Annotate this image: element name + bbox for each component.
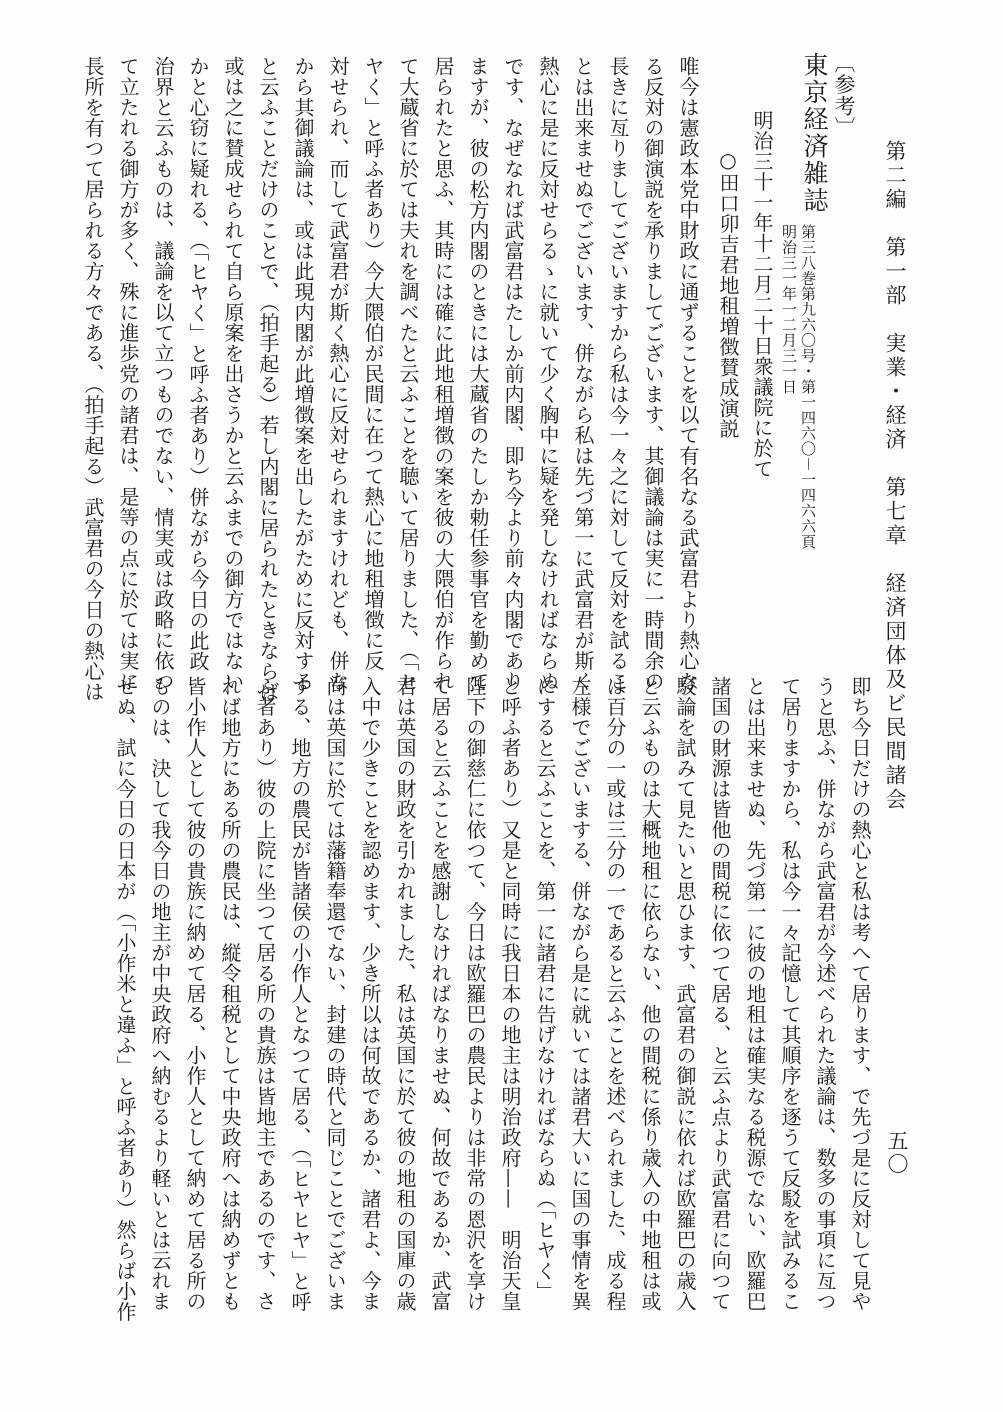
session-date: 明治三十一年十二月二十日衆議院に於て <box>750 110 774 479</box>
upper-text-column: ヤく」と呼ふ者あり）今大隈伯が民間に在つて熱心に地租増徴に反 <box>361 56 385 671</box>
upper-text-column: 熱心に是に反対せらるゝに就いて少く胸中に疑を発しなければならぬ <box>536 56 560 692</box>
lower-text-column: 陛下の御慈仁に依つて、今日は欧羅巴の農民よりは非常の恩沢を享け <box>463 676 487 1312</box>
page-number: 五〇 <box>885 1130 909 1176</box>
volume-info: 第三八巻第九六〇号・第一四六〇－一四六六頁 <box>799 224 817 550</box>
lower-text-column: れば地方にある所の農民は、縦令租税として中央政府へは納めずとも <box>218 676 242 1312</box>
upper-text-column: かと心窃に疑れる、（「ヒヤく」と呼ふ者あり）併ながら今日の此政 <box>186 56 210 672</box>
lower-text-column: する、地方の農民が皆諸侯の小作人となつて居る、（「ヒヤヒヤ」と呼 <box>288 676 312 1312</box>
upper-text-column: から其御議論は、或は此現内閣が此増徴案を出したがために反対する <box>291 56 315 692</box>
speech-title: ○田口卯吉君地租増徴賛成演説 <box>716 148 740 439</box>
lower-text-column: 即ち今日だけの熱心と私は考へて居ります、で先づ是に反対して見や <box>848 676 872 1312</box>
lower-text-column: 駁論を試みて見たいと思ひます、武富君の御説に依れば欧羅巴の歳入 <box>673 676 697 1312</box>
publication-date: 明治三一年一二月三一日 <box>780 224 798 395</box>
upper-text-column: とは出来ませぬでございます、併ながら私は先づ第一に武富君が斯く <box>571 56 595 692</box>
lower-text-column: にすると云ふことを、第一に諸君に告げなければならぬ（「ヒヤく」 <box>533 676 557 1302</box>
upper-text-column: 長所を有つて居られる方々である、（拍手起る）武富君の今日の熱心は <box>81 56 105 702</box>
lower-text-column: 諸国の財源は皆他の間税に依つて居る、と云ふ点より武富君に向つて <box>708 676 732 1312</box>
upper-text-column: 対せられ、而して武富君が斯く熱心に反対せられますけれども、併な <box>326 56 350 692</box>
upper-text-column: 治界と云ふものは、議論を以て立つものでない、情実或は政略に依つ <box>151 56 175 692</box>
upper-text-column: と云ふことだけのことで、（拍手起る）若し内閣に居られたときならば <box>256 56 280 702</box>
upper-text-column: 居られたと思ふ、其時には確に此地租増徴の案を彼の大隈伯が作られ <box>431 56 455 692</box>
upper-text-column: 長きに亙りましてございますから私は今一々之に対して反対を試るこ <box>606 56 630 692</box>
lower-text-column: て居ると云ふことを感謝しなければなりませぬ、何故であるか、武富 <box>428 676 452 1312</box>
lower-text-column: せぬ、試に今日の日本が（「小作米と違ふ」と呼ふ者あり）然らば小作 <box>113 676 137 1322</box>
lower-text-column: 君は英国の財政を引かれました、私は英国に於て彼の地租の国庫の歳 <box>393 676 417 1312</box>
lower-text-column: 尚は英国に於ては藩籍奉還でない、封建の時代と同じことでございま <box>323 676 347 1312</box>
reference-label: 〔参考〕 <box>832 52 856 138</box>
upper-text-column: です、なぜなれば武富君はたしか前内閣、即ち今より前々内閣であり <box>501 56 525 692</box>
upper-text-column: る反対の御演説を承りましてございます、其御議論は実に一時間余の <box>641 56 665 692</box>
upper-text-column: て大蔵省に於ては夫れを調べたと云ふことを聴いて居りました、（「ヒ <box>396 56 420 692</box>
lower-text-column: とは出来ませぬ、先づ第一に彼の地租は確実なる税源でない、欧羅巴 <box>743 676 767 1312</box>
lower-text-column: ふ者あり）彼の上院に坐つて居る所の貴族は皆地主であるのです、さ <box>253 676 277 1312</box>
source-title: 東京経済雑誌 <box>800 52 829 214</box>
upper-text-column: て立たれる御方が多く、殊に進歩党の諸君は、是等の点に於ては実に <box>116 56 140 692</box>
lower-text-column: と云ふものは大概地租に依らない、他の間税に係り歳入の中地租は或 <box>638 676 662 1312</box>
lower-text-column: 皆小作人として彼の貴族に納めて居る、小作人として納めて居る所の <box>183 676 207 1312</box>
upper-text-column: 或は之に賛成せられて自ら原案を出さうかと云ふまでの御方ではない <box>221 56 245 692</box>
upper-text-column: ますが、彼の松方内閣のときには大蔵省のたしか勅任参事官を勤めて <box>466 56 490 692</box>
lower-text-column: うと思ふ、併ながら武富君が今述べられた議論は、数多の事項に亙つ <box>813 676 837 1312</box>
lower-text-column: 入中で少きことを認めます、少き所以は何故であるか、諸君よ、今ま <box>358 676 382 1312</box>
lower-text-column: て居りますから、私は今一々記憶して其順序を逐うて反駁を試みるこ <box>778 676 802 1312</box>
upper-text-column: 唯今は憲政本党中財政に通ずることを以て有名なる武富君より熱心な <box>676 56 700 692</box>
lower-text-column: 左様でございまする、併ながら是に就いては諸君大いに国の事情を異 <box>568 676 592 1312</box>
running-header: 第二編 第一部 実業・経済 第七章 経済団体及ビ民間諸会 <box>883 140 907 812</box>
lower-text-column: ものは、決して我今日の地主が中央政府へ納むるより軽いとは云れま <box>148 676 172 1312</box>
lower-text-column: と呼ふ者あり）又是と同時に我日本の地主は明治政府—— 明治天皇 <box>498 676 522 1312</box>
lower-text-column: は百分の一或は三分の一であると云ふことを述べられました、成る程 <box>603 676 627 1312</box>
